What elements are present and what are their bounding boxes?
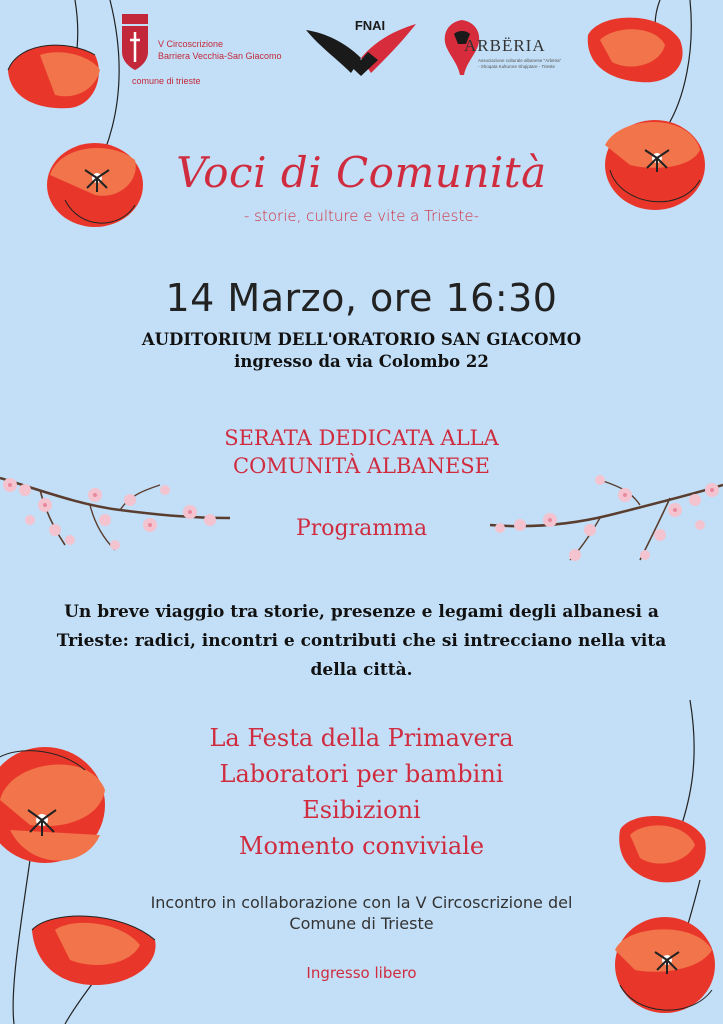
serata-heading	[0, 424, 723, 480]
description-line3: della città.	[310, 660, 413, 680]
circoscrizione-line1: V Circoscrizione	[158, 39, 224, 49]
arberia-label: ARBËRIA	[464, 36, 546, 55]
collaboration-line1: Incontro in collaborazione con la V Circoscrizione del	[150, 893, 573, 912]
program-item: Esibizioni	[302, 796, 421, 824]
venue-name: AUDITORIUM DELL'ORATORIO SAN GIACOMO	[141, 330, 582, 349]
arberia-subtitle: Associazione culturale albanese "Arbëria" - Shoqata Kulturore Shqiptare - Trieste	[478, 58, 562, 69]
entry-note: Ingresso libero	[306, 964, 417, 982]
fnai-handshake-icon	[306, 18, 416, 78]
collaboration-line2: Comune di Trieste	[289, 914, 434, 933]
program-item: La Festa della Primavera	[209, 724, 514, 752]
program-item: Momento conviviale	[238, 832, 485, 860]
serata-line1: SERATA DEDICATA ALLA	[224, 426, 499, 450]
comune-label: comune di trieste	[132, 76, 201, 86]
event-date: 14 Marzo, ore 16:30	[165, 276, 558, 320]
collaboration-note	[0, 892, 723, 934]
fnai-label: FNAI	[354, 18, 386, 33]
venue-entrance: ingresso da via Colombo 22	[234, 352, 489, 371]
event-subtitle: - storie, culture e vite a Trieste-	[243, 207, 480, 225]
programma-heading: Programma	[295, 516, 428, 541]
program-item: Laboratori per bambini	[219, 760, 504, 788]
crest-icon	[120, 14, 150, 74]
event-description	[50, 598, 673, 685]
serata-line2: COMUNITÀ ALBANESE	[233, 454, 490, 478]
event-title: Voci di Comunità	[176, 148, 547, 197]
circoscrizione-name	[158, 38, 282, 62]
circoscrizione-line2: Barriera Vecchia-San Giacomo	[158, 51, 282, 61]
program-list	[0, 720, 723, 864]
description-line1: Un breve viaggio tra storie, presenze e legami degli albanesi a	[64, 602, 659, 622]
description-line2: Trieste: radici, incontri e contributi che si intrecciano nella vita	[56, 631, 667, 651]
